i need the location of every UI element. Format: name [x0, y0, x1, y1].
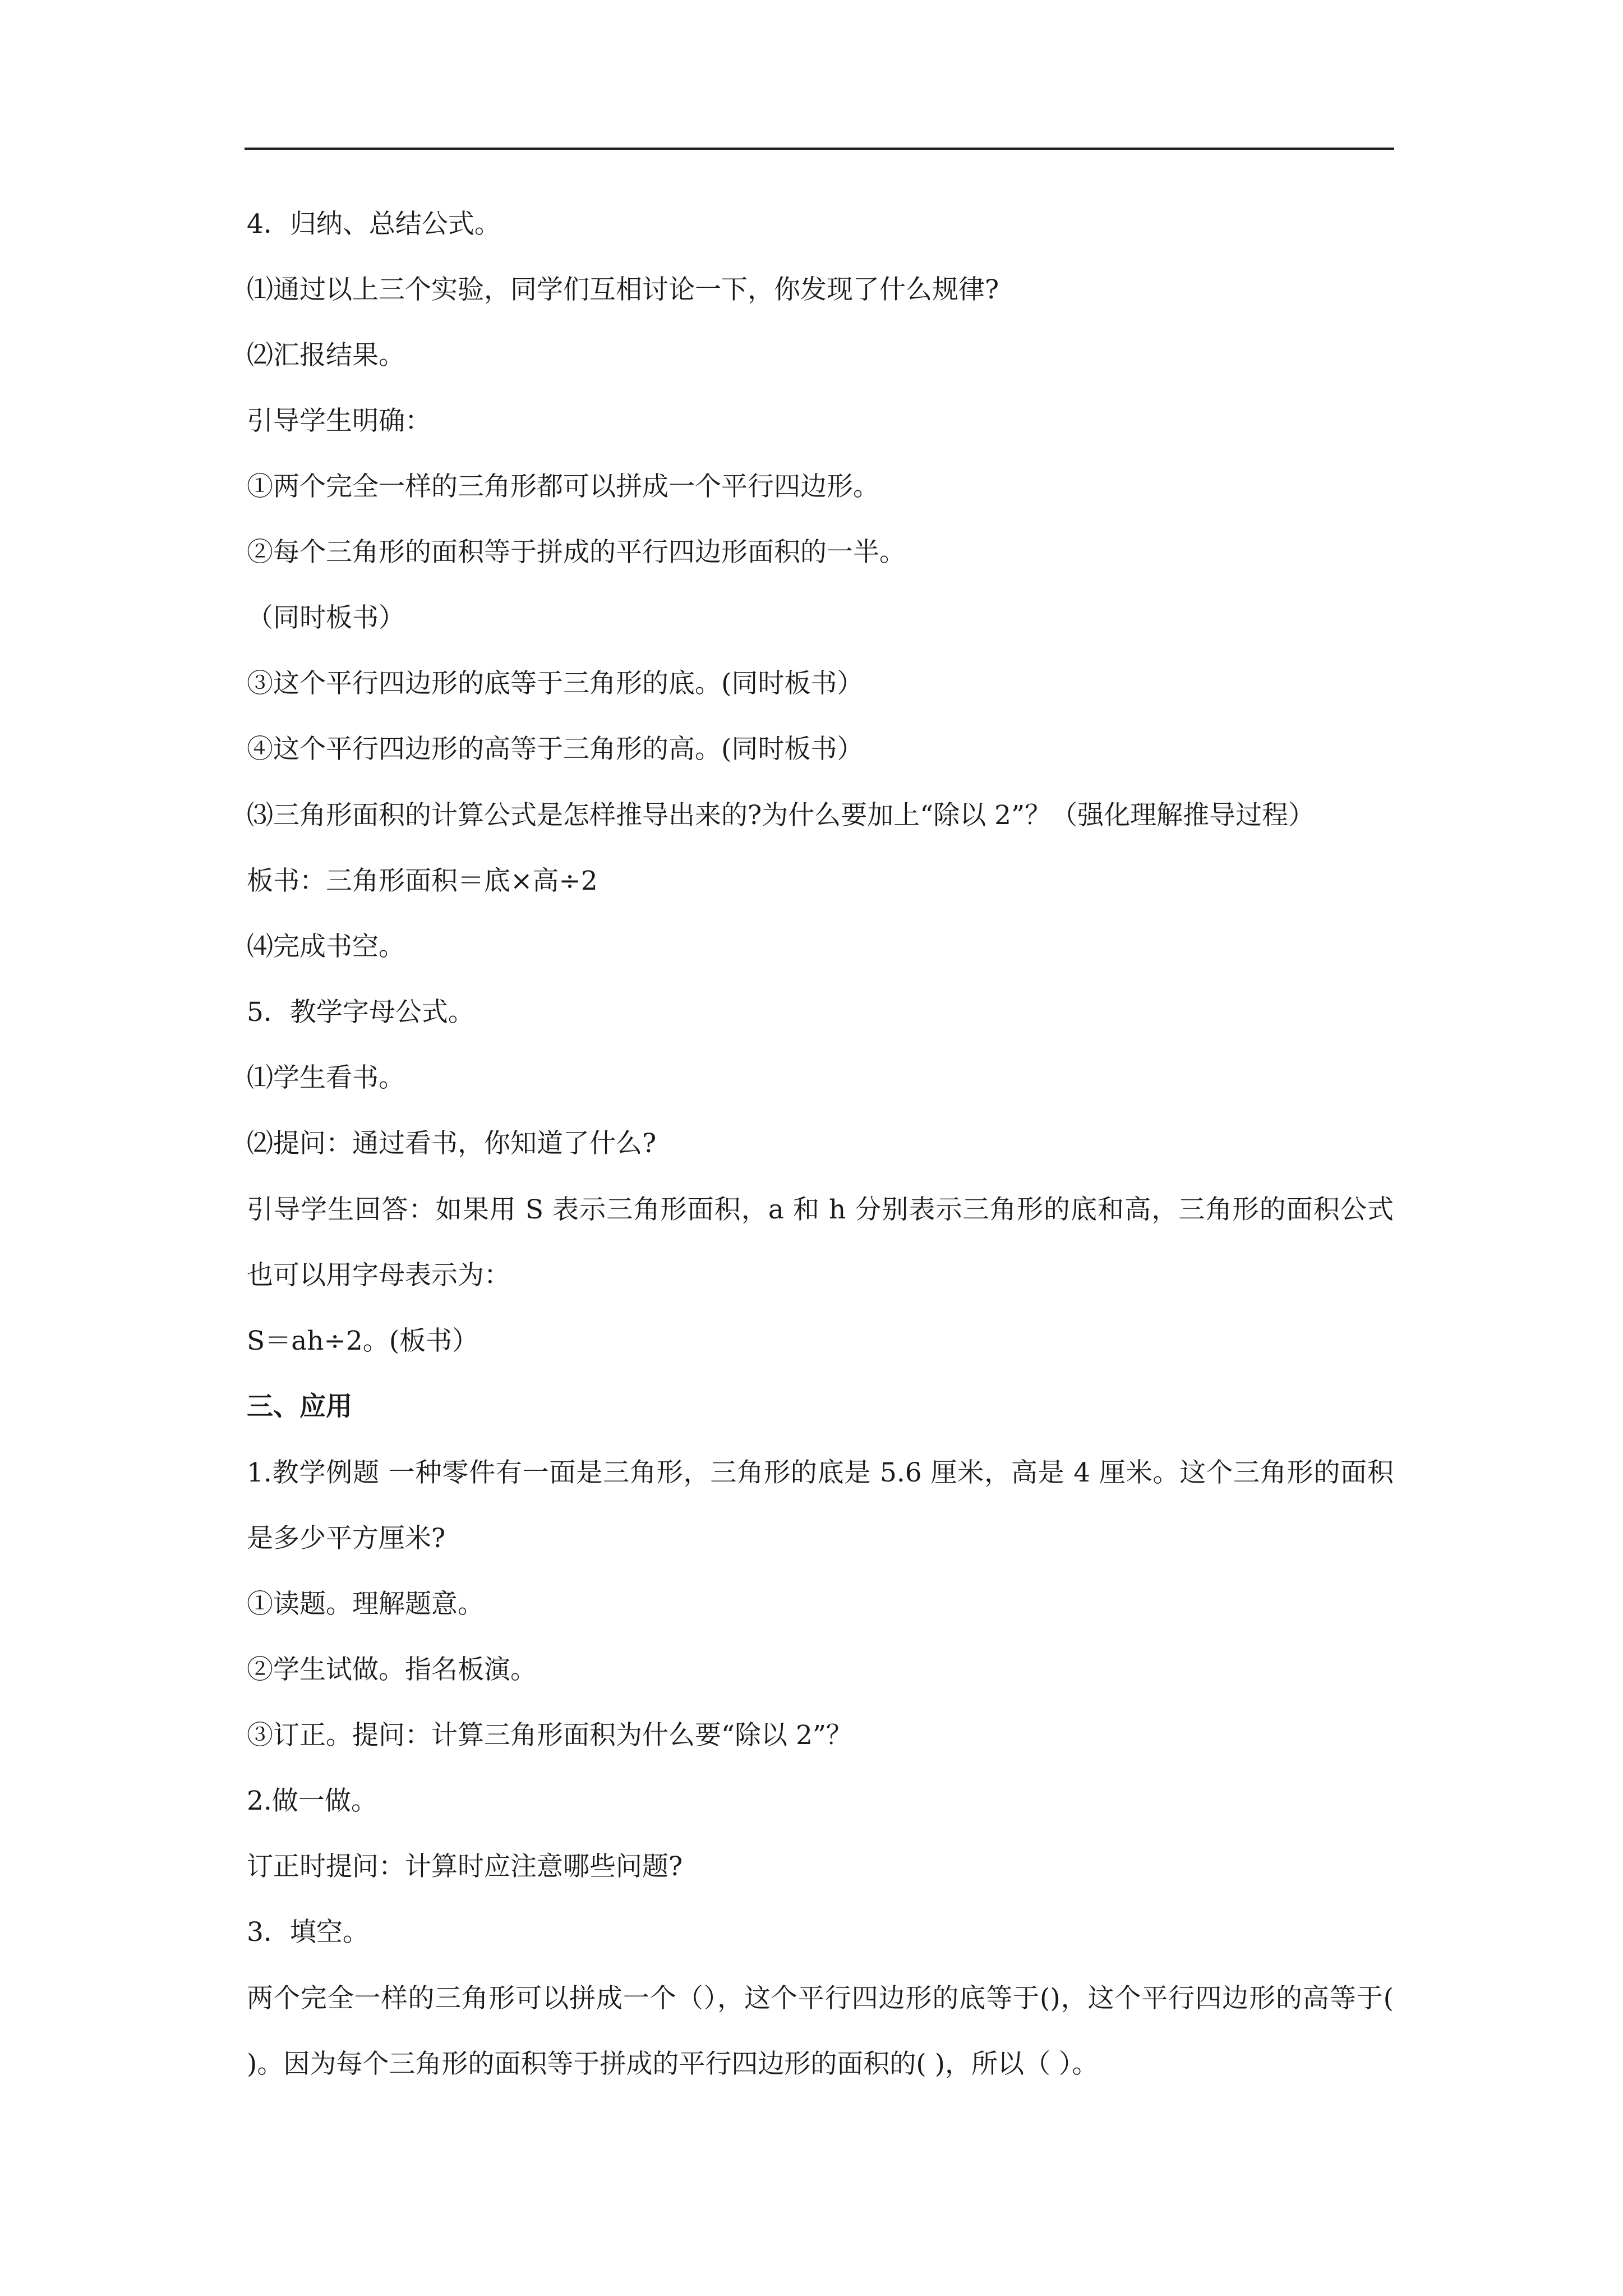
section-application-heading: 三、应用: [247, 1391, 352, 1422]
letter-formula: S＝ah÷2。(板书）: [247, 1326, 479, 1356]
question-what-learned: ⑵提问：通过看书，你知道了什么?: [247, 1128, 657, 1159]
example-problem: 1.教学例题 一种零件有一面是三角形，三角形的底是 5.6 厘米，高是 4 厘米。这个三角形的面积是多少平方厘米?: [247, 1457, 1394, 1554]
conclusion-4: ④这个平行四边形的高等于三角形的高。(同时板书）: [247, 734, 864, 765]
letter-formula-explanation: 引导学生回答：如果用 S 表示三角形面积，a 和 h 分别表示三角形的底和高，三角形的面积公式也可以用字母表示为：: [247, 1194, 1394, 1291]
practice-heading: 2.做一做。: [247, 1786, 377, 1816]
board-note: （同时板书）: [247, 602, 405, 633]
report-results: ⑵汇报结果。: [247, 340, 405, 371]
conclusion-2: ②每个三角形的面积等于拼成的平行四边形面积的一半。: [247, 537, 906, 568]
conclusion-1: ①两个完全一样的三角形都可以拼成一个平行四边形。: [247, 471, 879, 502]
fill-blank-text: 两个完全一样的三角形可以拼成一个（），这个平行四边形的底等于()，这个平行四边形的高等于( )。因为每个三角形的面积等于拼成的平行四边形的面积的( )，所以（ ）。: [247, 1983, 1394, 2079]
derivation-question: ⑶三角形面积的计算公式是怎样推导出来的?为什么要加上“除以 2”？（强化理解推导过程）: [247, 800, 1315, 831]
conclusion-3: ③这个平行四边形的底等于三角形的底。(同时板书）: [247, 668, 864, 699]
example-step-3: ③订正。提问：计算三角形面积为什么要“除以 2”？: [247, 1720, 852, 1751]
example-step-2: ②学生试做。指名板演。: [247, 1654, 537, 1685]
example-step-1: ①读题。理解题意。: [247, 1589, 484, 1619]
fill-blank-heading: 3．填空。: [247, 1917, 369, 1948]
board-formula: 板书：三角形面积＝底×高÷2: [247, 866, 598, 896]
discussion-question: ⑴通过以上三个实验，同学们互相讨论一下，你发现了什么规律?: [247, 274, 999, 305]
practice-question: 订正时提问：计算时应注意哪些问题?: [247, 1851, 683, 1882]
step-4-heading: 4．归纳、总结公式。: [247, 209, 501, 240]
fill-in-book: ⑷完成书空。: [247, 931, 405, 962]
step-5-heading: 5．教学字母公式。: [247, 997, 474, 1028]
guide-students: 引导学生明确：: [247, 406, 431, 436]
header-rule: [245, 148, 1394, 150]
document-body: [247, 208, 1394, 2113]
read-book: ⑴学生看书。: [247, 1062, 405, 1093]
